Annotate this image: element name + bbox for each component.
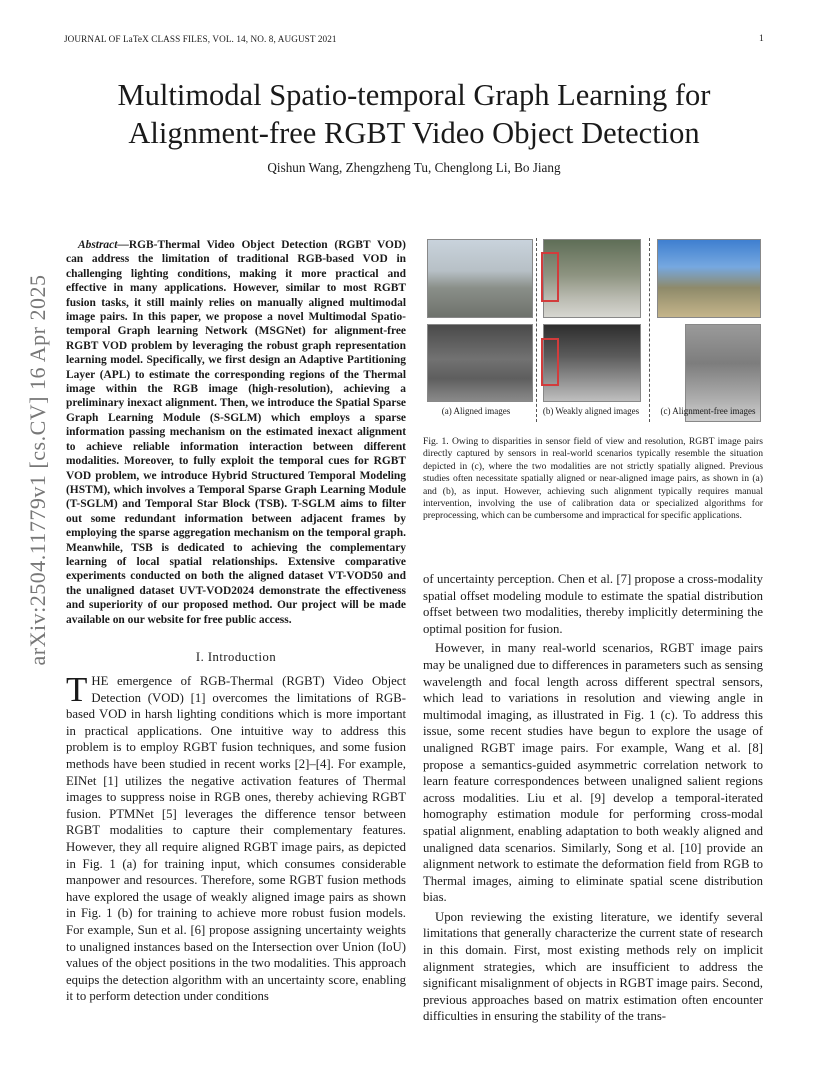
author-list: Qishun Wang, Zhengzheng Tu, Chenglong Li, Bo Jiang [267, 160, 561, 175]
detection-box [541, 338, 559, 386]
right-column-text [423, 571, 763, 1025]
drop-cap: T [66, 670, 88, 709]
subcaption-b: (b) Weakly aligned images [542, 406, 640, 416]
figure-caption: Fig. 1. Owing to disparities in sensor field of view and resolution, RGBT image pairs directly captured by sensors in real-world scenarios typically resemble the situation depicted in (c), where the two modalities are not strictly spatially aligned. Previous studies often necessitate spatially aligned or near-aligned image pairs, as shown in (a) and (b), as input. However, achieving such alignment typically requires manual intervention, involving the use of calibration data or specialized algorithms for preprocessing, which can be cumbersome and impractical for specific applications. [423, 436, 763, 522]
paragraph: However, in many real-world scenarios, RGBT image pairs may be unaligned due to differences in parameters such as sensing wavelength and focal length across different spectral sensors, which lead to variations in resolution and viewing angle in multimodal imaging, as illustrated in Fig. 1 (c). To address this issue, some recent studies have begun to explore the usage of unaligned RGBT image pairs. For example, Wang et al. [8] propose a semantics-guided asymmetric correlation network to learn feature correspondences between unaligned salient regions across modalities. Liu et al. [9] develop a temporal-iterated homography estimation module for performing cross-modal spatial alignment, enabling adaptation to both weakly aligned and unaligned data scenarios. Similarly, Song et al. [10] provide an alignment network to estimate the deformation field from RGB to Thermal images, aiming to eliminate spatial scene distribution bias. [423, 641, 763, 905]
paragraph: of uncertainty perception. Chen et al. [7] propose a cross-modality spatial offset modeling module to estimate the spatial distribution offset between two modalities, thereby implicitly determining the optimal position for fusion. [423, 572, 763, 636]
detection-box [541, 252, 559, 302]
subcaption-a: (a) Aligned images [441, 406, 511, 416]
arxiv-id: arXiv:2504.11779v1 [cs.CV] 16 Apr 2025 [25, 274, 50, 666]
abstract [66, 238, 406, 627]
dashed-separator [536, 238, 537, 422]
section-heading: I. Introduction [195, 650, 277, 664]
rgb-free-image [657, 239, 761, 318]
paragraph: Upon reviewing the existing literature, we identify several limitations that generally characterize the current state of research in this domain. First, most existing methods rely on implicit alignment strategies, which are insufficient to address the significant misalignment of objects in RGBT image pairs. Second, previous approaches based on matrix estimation often encounter difficulties in ensuring the stability of the trans- [423, 909, 763, 1024]
journal-header: JOURNAL OF LaTeX CLASS FILES, VOL. 14, NO. 8, AUGUST 2021 [64, 34, 337, 44]
rgb-aligned-image [427, 239, 533, 318]
subcaption-c: (c) Alignment-free images [660, 406, 756, 416]
thermal-aligned-image [427, 324, 533, 402]
page-number: 1 [759, 34, 764, 44]
intro-text: HE emergence of RGB-Thermal (RGBT) Video Object Detection (VOD) [1] overcomes the limitations of RGB-based VOD in harsh lighting conditions which is more important in practical applications. One intuitive way to address this problem is to employ RGBT fusion techniques, and some fusion methods have been studied in recent works [2]–[4]. For example, EINet [1] utilizes the negative activation features of Thermal images to suppress noise in RGB ones, thereby achieving RGBT fusion. PTMNet [5] leverages the difference tensor between RGBT modalities to capture their complementary features. However, they all require aligned RGBT image pairs, as depicted in Fig. 1 (a) for training input, which consumes considerable manpower and resources. Therefore, some RGBT fusion methods have explored the usage of weakly aligned image pairs as shown in Fig. 1 (b) for training to achieve more robust fusion models. For example, Sun et al. [6] propose assigning uncertainty weights to unaligned instances based on the Intersection over Union (IoU) values of the object positions in the two modalities. This approach equips the detection algorithm with an uncertainty score, enabling it to perform detection under conditions [66, 674, 406, 1004]
dashed-separator [649, 238, 650, 422]
figure-1 [423, 238, 763, 428]
paper-title: Multimodal Spatio-temporal Graph Learning for Alignment-free RGBT Video Object Detection [117, 78, 711, 150]
abstract-lead: Abstract [78, 239, 118, 251]
intro-paragraph [66, 670, 406, 1005]
abstract-text: —RGB-Thermal Video Object Detection (RGBT VOD) can address the limitation of traditional RGB-based VOD in challenging lighting conditions, making it more practical and effective in many applications. However, similar to most RGBT fusion tasks, it still mainly relies on manually aligned multimodal image pairs. In this paper, we propose a novel Multimodal Spatio-temporal Graph learning Network (MSGNet) for alignment-free RGBT VOD problem by leveraging the robust graph representation learning model. Specifically, we first design an Adaptive Partitioning Layer (APL) to estimate the corresponding regions of the Thermal image within the RGB image (high-resolution), achieving a preliminary inexact alignment. Then, we introduce the Spatial Sparse Graph Learning Module (S-SGLM) which employs a sparse information passing mechanism on the estimated inexact alignment to achieve reliable information interaction between different modalities. Moreover, to fully exploit the temporal cues for RGBT VOD problem, we introduce Hybrid Structured Temporal Modeling (HSTM), which involves a Temporal Sparse Graph Learning Module (T-SGLM) and Temporal Star Block (TSB). T-SGLM aims to filter out some redundant information between adjacent frames by employing the sparse aggregation mechanism on the temporal graph. Meanwhile, TSB is dedicated to achieving the complementary learning of local spatial relationships. Extensive comparative experiments conducted on both the aligned dataset VT-VOD50 and the unaligned dataset UVT-VOD2024 demonstrate the effectiveness and superiority of our proposed method. Our project will be made available on our website for free public access. [66, 239, 406, 626]
